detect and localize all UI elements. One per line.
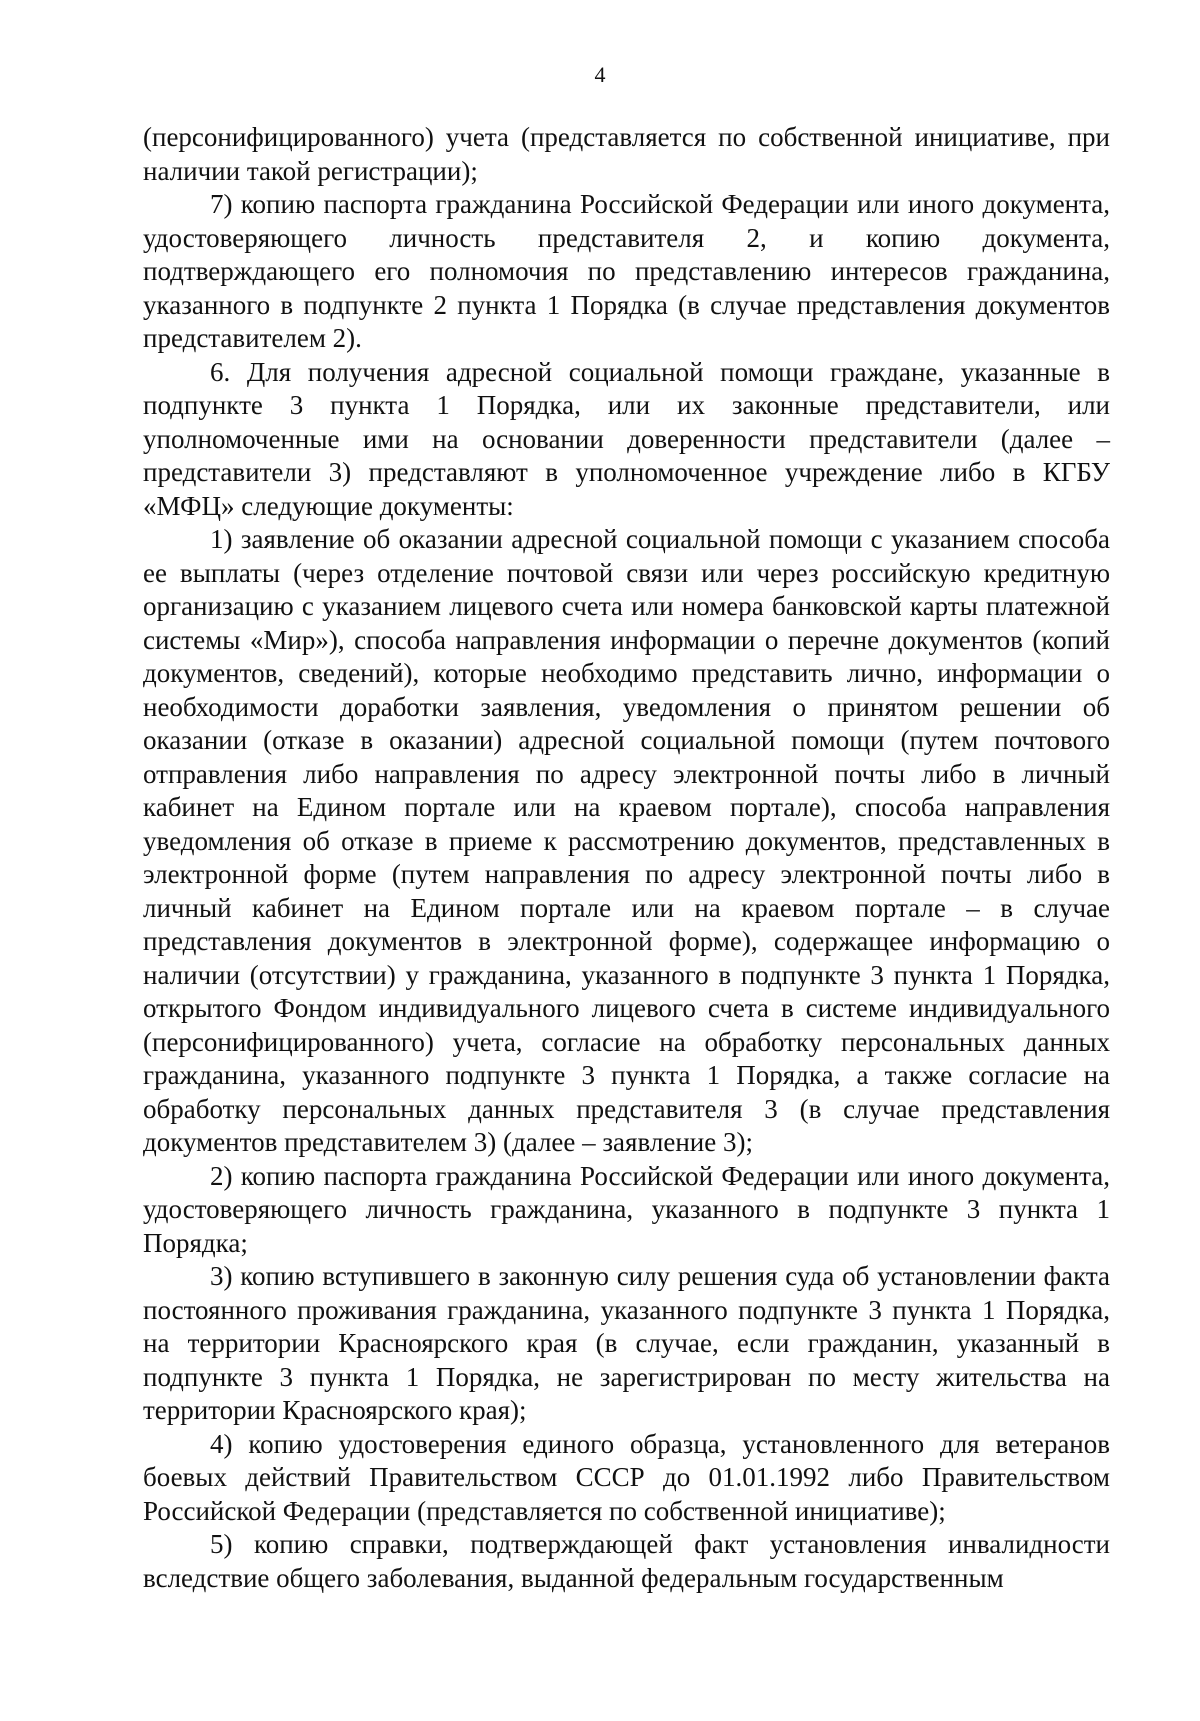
document-body [143,121,1110,1595]
paragraph-item-2: 2) копию паспорта гражданина Российской Федерации или иного документа, удостоверяющего личность гражданина, указанного в подпункте 3 пункта 1 Порядка; [143,1160,1110,1258]
paragraph-continuation: (персонифицированного) учета (представляется по собственной инициативе, при наличии такой регистрации); [143,122,1110,186]
paragraph-item-5: 5) копию справки, подтверждающей факт установления инвалидности вследствие общего заболевания, выданной федеральным государственным [143,1529,1110,1593]
paragraph-item-7: 7) копию паспорта гражданина Российской Федерации или иного документа, удостоверяющего личность представителя 2, и копию документа, подтверждающего его полномочия по представлению интересов гражданина, указанного в подпункте 2 пункта 1 Порядка (в случае представления документов представителем 2). [143,189,1110,353]
paragraph-item-1: 1) заявление об оказании адресной социальной помощи с указанием способа ее выплаты (через отделение почтовой связи или через российскую кредитную организацию с указанием лицевого счета или номера банковской карты платежной системы «Мир»), способа направления информации о перечне документов (копий документов, сведений), которые необходимо представить лично, информации о необходимости доработки заявления, уведомления о принятом решении об оказании (отказе в оказании) адресной социальной помощи (путем почтового отправления либо направления по адресу электронной почты либо в личный кабинет на Едином портале или на краевом портале), способа направления уведомления об отказе в приеме к рассмотрению документов, представленных в электронной форме (путем направления по адресу электронной почты либо в личный кабинет на Едином портале или на краевом портале – в случае представления документов в электронной форме), содержащее информацию о наличии (отсутствии) у гражданина, указанного в подпункте 3 пункта 1 Порядка, открытого Фондом индивидуального лицевого счета в системе индивидуального (персонифицированного) учета, согласие на обработку персональных данных гражданина, указанного подпункте 3 пункта 1 Порядка, а также согласие на обработку персональных данных представителя 3 (в случае представления документов представителем 3) (далее – заявление 3); [143,524,1110,1157]
paragraph-item-3: 3) копию вступившего в законную силу решения суда об установлении факта постоянного проживания гражданина, указанного подпункте 3 пункта 1 Порядка, на территории Красноярского края (в случае, если гражданин, указанный в подпункте 3 пункта 1 Порядка, не зарегистрирован по месту жительства на территории Красноярского края); [143,1261,1110,1425]
page-number: 4 [594,62,606,87]
paragraph-section-6: 6. Для получения адресной социальной помощи граждане, указанные в подпункте 3 пункта 1 Порядка, или их законные представители, или уполномоченные ими на основании доверенности представители (далее – представители 3) представляют в уполномоченное учреждение либо в КГБУ «МФЦ» следующие документы: [143,356,1110,521]
paragraph-item-4: 4) копию удостоверения единого образца, установленного для ветеранов боевых действий Правительством СССР до 01.01.1992 либо Правительством Российской Федерации (представляется по собственной инициативе); [143,1428,1110,1526]
